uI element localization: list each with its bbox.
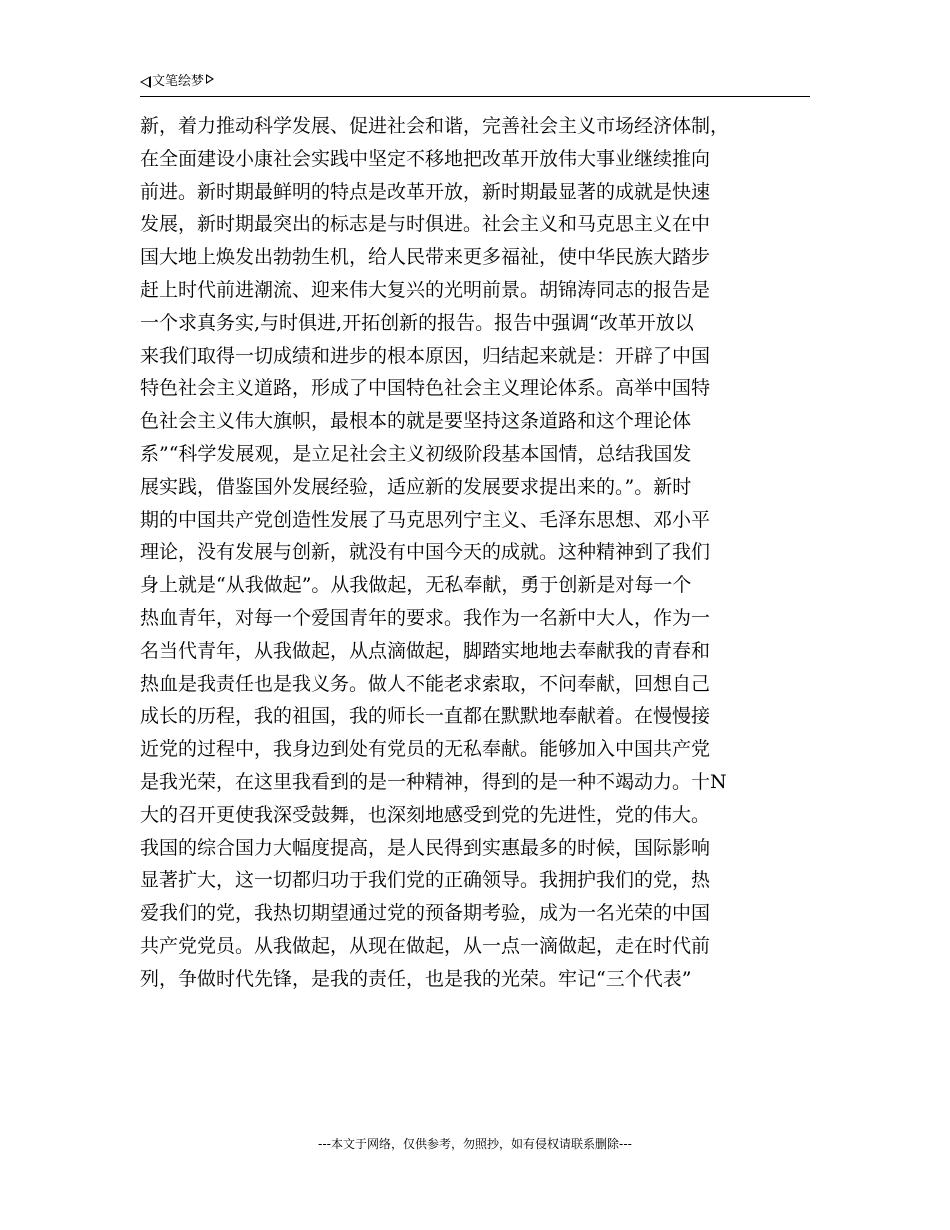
text-line: 大的召开更使我深受鼓舞，也深刻地感受到党的先进性，党的伟大。 [140,803,711,826]
text-line: 系”“科学发展观，是立足社会主义初级阶段基本国情，总结我国发 [140,442,692,465]
text-line: 身上就是“从我做起”。从我做起，无私奉献，勇于创新是对每一个 [140,574,692,597]
text-line: 是我光荣，在这里我看到的是一种精神，得到的是一种不竭动力。十N [140,770,727,793]
page-header [140,72,810,97]
left-triangle-icon [140,76,151,88]
text-line: 近党的过程中，我身边到处有党员的无私奉献。能够加入中国共产党 [140,738,711,761]
text-line: 显著扩大，这一切都归功于我们党的正确领导。我拥护我们的党，热 [140,869,711,892]
header-label [140,74,214,90]
text-line: 爱我们的党，我热切期望通过党的预备期考验，成为一名光荣的中国 [140,902,711,925]
text-line: 新，着力推动科学发展、促进社会和谐，完善社会主义市场经济体制， [140,115,730,137]
text-line: 发展，新时期最突出的标志是与时俱进。社会主义和马克思主义在中 [140,213,711,236]
text-line: 前进。新时期最鲜明的特点是改革开放，新时期最显著的成就是快速 [140,180,711,203]
text-line: 成长的历程，我的祖国，我的师长一直都在默默地奉献着。在慢慢接 [140,705,711,728]
text-line: 热血是我责任也是我义务。做人不能老求索取，不问奉献，回想自己 [140,672,711,695]
document-body [140,110,812,996]
text-line: 在全面建设小康社会实践中坚定不移地把改革开放伟大事业继续推向 [140,147,711,170]
text-line: 理论，没有发展与创新，就没有中国今天的成就。这种精神到了我们 [140,541,711,564]
text-line: 赶上时代前进潮流、迎来伟大复兴的光明前景。胡锦涛同志的报告是 [140,278,711,301]
text-line: 列，争做时代先锋，是我的责任，也是我的光荣。牢记“三个代表” [140,967,692,990]
text-line: 来我们取得一切成绩和进步的根本原因，归结起来就是：开辟了中国 [140,344,711,367]
text-line: 色社会主义伟大旗帜，最根本的就是要坚持这条道路和这个理论体 [140,410,692,433]
text-line: 国大地上焕发出勃勃生机，给人民带来更多福祉，使中华民族大踏步 [140,246,711,269]
text-line: 我国的综合国力大幅度提高，是人民得到实惠最多的时候，国际影响 [140,836,711,859]
footer-notice: ---本文于网络，仅供参考，勿照抄，如有侵权请联系删除--- [318,1137,632,1151]
text-line: 展实践，借鉴国外发展经验，适应新的发展要求提出来的。”。新时 [140,475,692,498]
header-title: 文笔绘梦 [152,74,205,89]
text-line: 热血青年，对每一个爱国青年的要求。我作为一名新中大人，作为一 [140,606,711,629]
text-line: 名当代青年，从我做起，从点滴做起，脚踏实地地去奉献我的青春和 [140,639,711,662]
text-line: 共产党党员。从我做起，从现在做起，从一点一滴做起，走在时代前 [140,934,711,957]
text-line: 一个求真务实,与时俱进,开拓创新的报告。报告中强调“改革开放以 [140,311,694,334]
text-line: 特色社会主义道路，形成了中国特色社会主义理论体系。高举中国特 [140,377,711,400]
text-line: 期的中国共产党创造性发展了马克思列宁主义、毛泽东思想、邓小平 [140,508,711,531]
right-triangle-icon [206,74,214,84]
